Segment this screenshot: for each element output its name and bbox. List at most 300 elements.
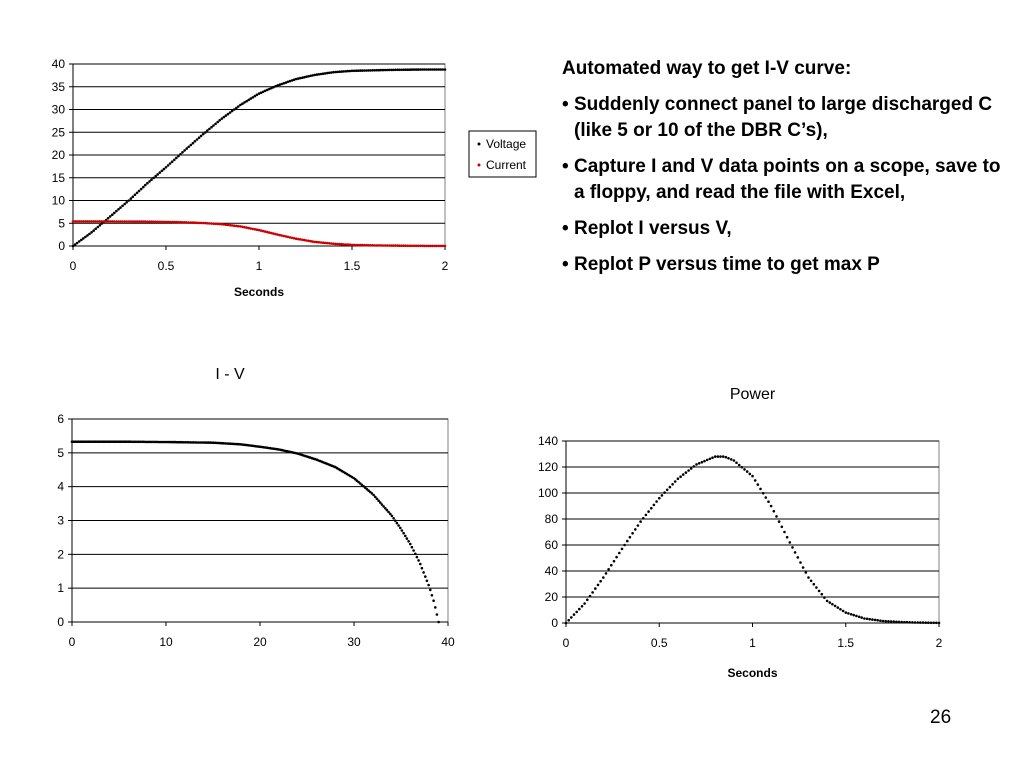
data-point: [749, 473, 752, 476]
data-point: [895, 621, 898, 624]
data-point: [645, 514, 648, 517]
data-point: [416, 556, 419, 559]
data-point: [866, 618, 869, 621]
data-point: [629, 536, 632, 539]
data-point: [852, 614, 855, 617]
data-point: [842, 610, 845, 613]
data-point: [90, 231, 93, 234]
x-tick-label: 0: [68, 635, 76, 649]
data-point: [218, 119, 221, 122]
y-tick-label: 0: [58, 239, 65, 253]
data-point: [799, 561, 802, 564]
data-point: [125, 201, 128, 204]
data-point: [922, 621, 925, 624]
data-point: [92, 229, 95, 232]
legend-marker: [478, 143, 481, 146]
chart-1: [52, 57, 536, 299]
data-point: [117, 208, 120, 211]
data-point: [179, 153, 182, 156]
x-tick-label: 0: [562, 636, 570, 650]
bullet-item-1: [562, 92, 1002, 144]
legend-entry: Current: [486, 158, 527, 172]
data-point: [76, 242, 79, 245]
data-point: [695, 463, 698, 466]
data-point: [610, 564, 613, 567]
data-point: [432, 599, 435, 602]
data-point: [719, 455, 722, 458]
data-point: [900, 621, 903, 624]
y-tick-label: 25: [51, 125, 65, 140]
data-point: [190, 144, 193, 147]
data-point: [837, 606, 840, 609]
data-point: [121, 205, 124, 208]
data-point: [107, 217, 110, 220]
y-tick-label: 35: [51, 79, 65, 94]
data-point: [703, 460, 706, 463]
data-point: [589, 595, 592, 598]
data-point: [882, 620, 885, 623]
data-point: [161, 170, 164, 173]
data-point: [759, 488, 762, 491]
data-point: [717, 455, 720, 458]
data-point: [391, 515, 394, 518]
data-point: [783, 531, 786, 534]
data-point: [887, 620, 890, 623]
bullet-symbol: •: [562, 218, 569, 239]
x-tick-label: 1.5: [837, 636, 855, 650]
data-point: [570, 616, 573, 619]
data-point: [401, 529, 404, 532]
x-tick-label: 1: [749, 636, 756, 650]
y-tick-label: 40: [51, 57, 65, 71]
bullet-text-3: Replot I versus V,: [574, 218, 732, 239]
y-tick-label: 60: [544, 538, 558, 552]
data-point: [602, 576, 605, 579]
data-point: [855, 615, 858, 618]
data-point: [426, 580, 429, 583]
data-point: [583, 602, 586, 605]
data-point: [591, 591, 594, 594]
data-point: [916, 621, 919, 624]
data-point: [565, 622, 568, 625]
data-point: [679, 475, 682, 478]
data-point: [658, 497, 661, 500]
x-tick-label: 0.5: [650, 636, 668, 650]
data-point: [94, 228, 97, 231]
data-point: [919, 621, 922, 624]
data-point: [621, 548, 624, 551]
data-point: [618, 552, 621, 555]
data-point: [613, 560, 616, 563]
y-tick-label: 2: [57, 547, 64, 562]
data-point: [175, 157, 178, 160]
bullet-text-1: Suddenly connect panel to large discharged C (like 5 or 10 of the DBR C’s),: [574, 94, 993, 141]
data-point: [647, 510, 650, 513]
data-point: [144, 184, 147, 187]
data-point: [834, 605, 837, 608]
y-tick-label: 120: [537, 460, 558, 474]
data-point: [927, 621, 930, 624]
data-point: [152, 177, 155, 180]
chart-2: [57, 366, 455, 649]
data-point: [757, 483, 760, 486]
data-point: [741, 466, 744, 469]
bullet-text-2: Capture I and V data points on a scope, save to a floppy, and read the file with Excel,: [574, 156, 1001, 203]
data-point: [746, 470, 749, 473]
x-tick-label: 10: [159, 635, 173, 649]
data-point: [743, 468, 746, 471]
data-point: [871, 618, 874, 621]
data-point: [119, 206, 122, 209]
data-point: [770, 505, 773, 508]
data-point: [214, 123, 217, 126]
data-point: [847, 612, 850, 615]
data-point: [567, 619, 570, 622]
data-point: [786, 536, 789, 539]
data-point: [682, 473, 685, 476]
x-tick-label: 30: [347, 635, 361, 649]
data-point: [661, 494, 664, 497]
data-point: [200, 135, 203, 138]
data-point: [930, 622, 933, 625]
data-point: [671, 483, 674, 486]
data-point: [868, 618, 871, 621]
data-point: [813, 583, 816, 586]
data-point: [653, 504, 656, 507]
data-point: [631, 532, 634, 535]
data-point: [767, 500, 770, 503]
data-point: [850, 613, 853, 616]
data-point: [805, 571, 808, 574]
data-point: [845, 611, 848, 614]
data-point: [858, 616, 861, 619]
data-point: [165, 166, 168, 169]
data-point: [140, 188, 143, 191]
data-point: [911, 621, 914, 624]
data-point: [198, 136, 201, 139]
bullet-symbol: •: [562, 156, 569, 177]
data-point: [421, 567, 424, 570]
x-axis-label: Seconds: [233, 285, 285, 299]
data-point: [874, 619, 877, 622]
data-point: [187, 146, 190, 149]
data-point: [225, 114, 228, 117]
data-point: [128, 199, 131, 202]
data-point: [99, 224, 102, 227]
data-point: [669, 486, 672, 489]
data-point: [210, 126, 213, 129]
data-point: [594, 587, 597, 590]
data-point: [419, 563, 422, 566]
x-tick-label: 2: [935, 636, 943, 650]
data-point: [159, 171, 162, 174]
data-point: [429, 589, 432, 592]
chart-title: I - V: [215, 366, 245, 383]
data-point: [727, 457, 730, 460]
y-tick-label: 20: [544, 590, 558, 604]
data-point: [626, 540, 629, 543]
data-point: [183, 149, 186, 152]
y-tick-label: 5: [58, 216, 65, 231]
data-point: [730, 458, 733, 461]
data-point: [807, 576, 810, 579]
data-point: [685, 471, 688, 474]
x-tick-label: 1: [255, 259, 263, 273]
data-point: [735, 461, 738, 464]
data-point: [109, 215, 112, 218]
data-point: [586, 599, 589, 602]
data-point: [192, 142, 195, 145]
data-point: [411, 546, 414, 549]
y-tick-label: 4: [57, 479, 64, 494]
bullet-symbol: •: [562, 254, 569, 275]
data-point: [399, 527, 402, 530]
bullet-item-3: [562, 216, 1002, 242]
data-point: [167, 164, 170, 167]
data-point: [903, 621, 906, 624]
data-point: [123, 203, 126, 206]
data-point: [823, 596, 826, 599]
data-point: [818, 590, 821, 593]
data-point: [908, 621, 911, 624]
data-point: [754, 479, 757, 482]
data-point: [115, 210, 118, 213]
x-tick-label: 2: [441, 259, 449, 273]
y-tick-label: 40: [544, 564, 558, 578]
data-point: [781, 526, 784, 529]
data-point: [690, 467, 693, 470]
data-point: [424, 575, 427, 578]
data-point: [88, 233, 91, 236]
data-point: [148, 180, 151, 183]
y-tick-label: 20: [51, 148, 65, 162]
data-point: [725, 456, 728, 459]
data-point: [417, 559, 420, 562]
data-point: [82, 237, 85, 240]
data-point: [436, 613, 439, 616]
data-point: [650, 507, 653, 510]
data-point: [414, 553, 417, 556]
data-point: [623, 544, 626, 547]
data-point: [751, 475, 754, 478]
data-point: [181, 151, 184, 154]
data-point: [397, 524, 400, 527]
data-point: [637, 524, 640, 527]
data-point: [406, 537, 409, 540]
data-point: [810, 580, 813, 583]
x-tick-label: 1.5: [343, 259, 361, 273]
data-point: [227, 113, 230, 116]
data-point: [714, 455, 717, 458]
data-point: [194, 140, 197, 143]
y-tick-label: 0: [57, 615, 64, 629]
data-point: [392, 517, 395, 520]
data-point: [935, 622, 938, 625]
data-point: [765, 496, 768, 499]
data-point: [173, 159, 176, 162]
y-tick-label: 10: [51, 193, 65, 208]
data-point: [134, 193, 137, 196]
legend-marker: [478, 164, 481, 167]
y-tick-label: 6: [57, 412, 64, 426]
data-point: [826, 600, 829, 603]
data-point: [97, 226, 100, 229]
data-point: [221, 117, 224, 120]
data-point: [156, 173, 159, 176]
series-1: [71, 440, 440, 623]
data-point: [202, 133, 205, 136]
data-point: [698, 462, 701, 465]
data-point: [860, 616, 863, 619]
data-point: [444, 245, 447, 248]
data-point: [775, 515, 778, 518]
data-point: [914, 621, 917, 624]
data-point: [412, 549, 415, 552]
data-point: [615, 556, 618, 559]
data-point: [444, 68, 447, 71]
data-point: [605, 572, 608, 575]
data-point: [597, 584, 600, 587]
data-point: [733, 459, 736, 462]
data-point: [863, 617, 866, 620]
data-point: [666, 489, 669, 492]
data-point: [906, 621, 909, 624]
data-point: [634, 528, 637, 531]
data-point: [171, 160, 174, 163]
data-point: [204, 131, 207, 134]
data-point: [581, 605, 584, 608]
page-number: 26: [930, 707, 952, 728]
data-point: [677, 477, 680, 480]
data-point: [829, 601, 832, 604]
y-tick-label: 15: [51, 170, 65, 185]
data-point: [711, 456, 714, 459]
data-point: [791, 546, 794, 549]
data-point: [573, 613, 576, 616]
data-point: [231, 110, 234, 113]
x-tick-label: 0.5: [157, 259, 175, 273]
data-point: [932, 622, 935, 625]
data-point: [402, 532, 405, 535]
data-point: [599, 580, 602, 583]
data-point: [394, 519, 397, 522]
data-point: [938, 622, 941, 625]
data-point: [78, 240, 81, 243]
y-tick-label: 3: [57, 513, 64, 528]
data-point: [196, 138, 199, 141]
data-point: [163, 168, 166, 171]
series-voltage: [72, 68, 447, 247]
data-point: [132, 195, 135, 198]
data-point: [639, 520, 642, 523]
bullet-item-2: [562, 154, 1002, 206]
data-point: [797, 556, 800, 559]
bullet-text-4: Replot P versus time to get max P: [574, 254, 880, 275]
data-point: [876, 619, 879, 622]
bullet-symbol: •: [562, 94, 569, 115]
y-tick-label: 140: [537, 434, 558, 448]
data-point: [773, 510, 776, 513]
y-tick-label: 5: [57, 445, 64, 460]
data-point: [578, 608, 581, 611]
data-point: [890, 620, 893, 623]
data-point: [427, 584, 430, 587]
data-point: [693, 465, 696, 468]
data-point: [839, 608, 842, 611]
y-tick-label: 30: [51, 102, 65, 117]
data-point: [185, 147, 188, 150]
data-point: [722, 455, 725, 458]
data-point: [404, 535, 407, 538]
data-point: [72, 245, 75, 248]
x-tick-label: 40: [441, 635, 455, 649]
data-point: [111, 213, 114, 216]
data-point: [150, 178, 153, 181]
y-tick-label: 80: [544, 512, 558, 526]
data-point: [898, 621, 901, 624]
data-point: [821, 593, 824, 596]
data-point: [136, 192, 139, 195]
bullet-list: [562, 56, 1002, 288]
data-point: [831, 603, 834, 606]
data-point: [409, 543, 412, 546]
data-point: [233, 108, 236, 111]
data-point: [655, 500, 658, 503]
slide-heading: Automated way to get I-V curve:: [562, 58, 852, 79]
x-tick-label: 20: [253, 635, 267, 649]
data-point: [794, 551, 797, 554]
data-point: [154, 175, 157, 178]
data-point: [208, 128, 211, 131]
data-point: [177, 155, 180, 158]
plot-area-frame: [566, 441, 939, 623]
data-point: [687, 469, 690, 472]
data-point: [206, 129, 209, 132]
data-point: [212, 124, 215, 127]
data-point: [738, 464, 741, 467]
data-point: [674, 480, 677, 483]
data-point: [607, 568, 610, 571]
data-point: [706, 459, 709, 462]
data-point: [169, 162, 172, 165]
data-point: [396, 522, 399, 525]
bullet-item-4: [562, 252, 1002, 278]
data-point: [422, 571, 425, 574]
data-point: [789, 541, 792, 544]
data-point: [407, 540, 410, 543]
data-point: [642, 517, 645, 520]
legend-entry: Voltage: [486, 137, 527, 151]
data-point: [434, 606, 437, 609]
data-point: [892, 620, 895, 623]
data-point: [142, 186, 145, 189]
x-axis-label: Seconds: [727, 666, 778, 680]
y-tick-label: 1: [57, 581, 64, 596]
data-point: [884, 620, 887, 623]
data-point: [437, 621, 440, 624]
data-point: [778, 520, 781, 523]
data-point: [130, 197, 133, 200]
data-point: [146, 182, 149, 185]
data-point: [138, 190, 141, 193]
data-point: [575, 611, 578, 614]
data-point: [663, 491, 666, 494]
y-tick-label: 0: [551, 616, 558, 630]
y-tick-label: 100: [537, 486, 558, 500]
x-tick-label: 0: [69, 259, 77, 273]
data-point: [815, 586, 818, 589]
chart-title: Power: [729, 386, 776, 403]
